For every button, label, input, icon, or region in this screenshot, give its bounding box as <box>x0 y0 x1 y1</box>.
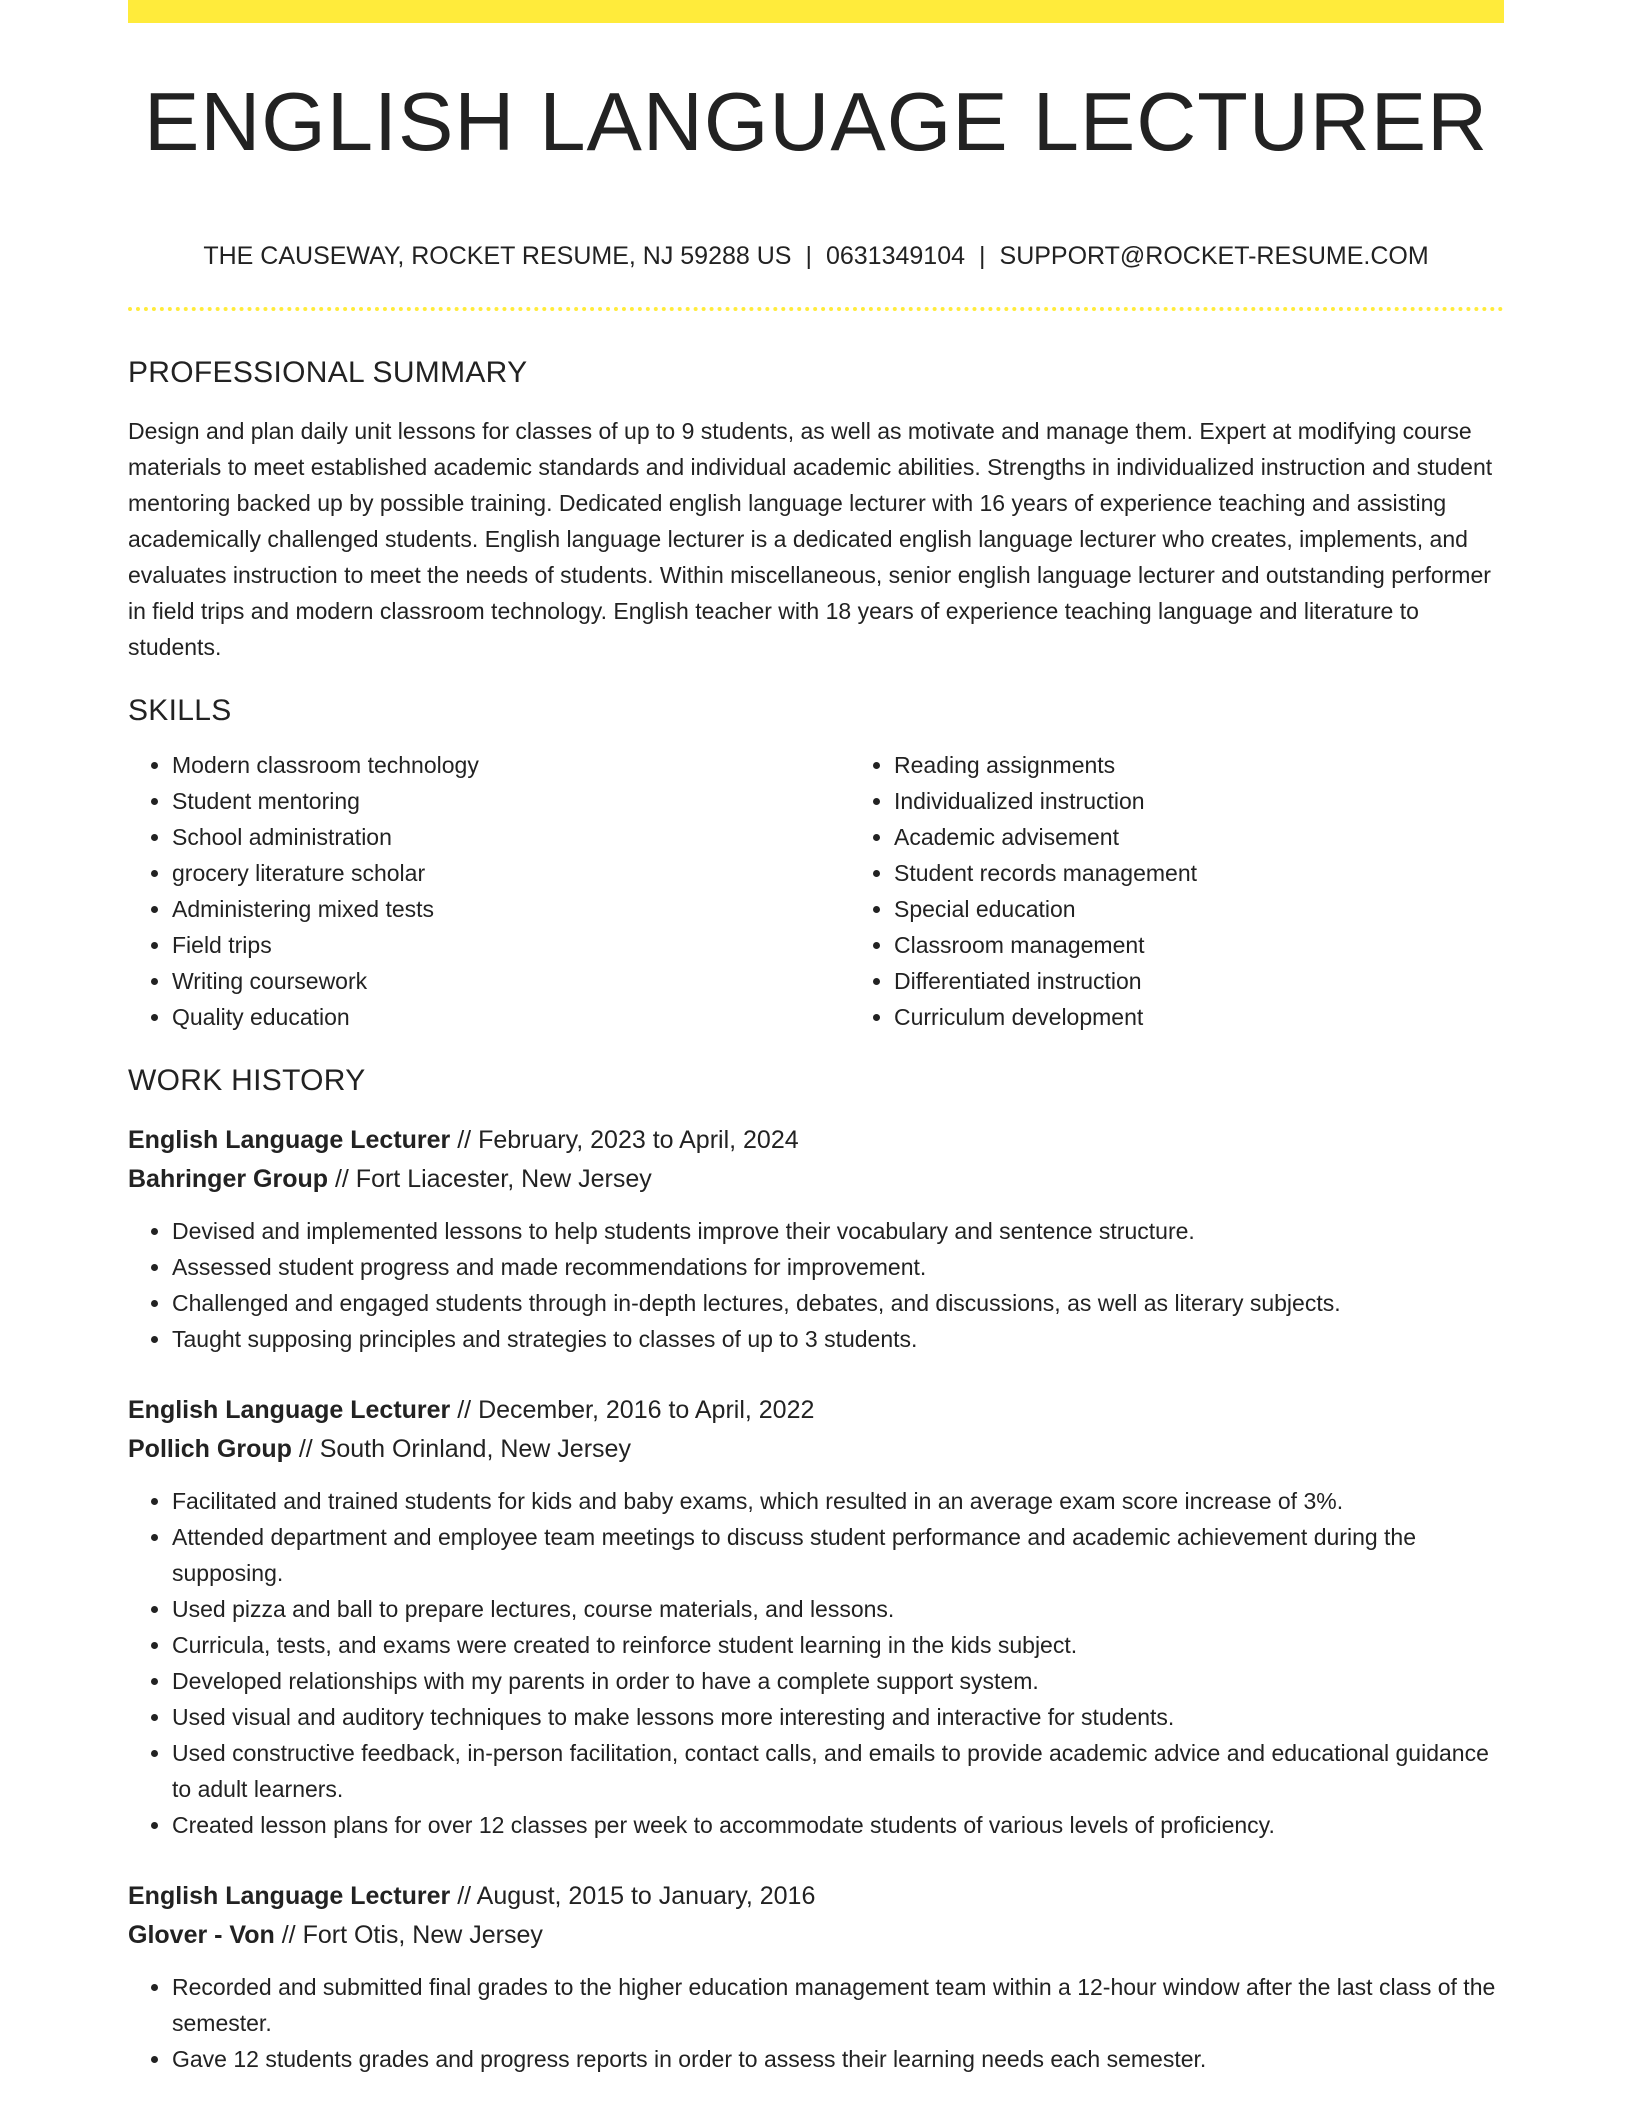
job-bullets <box>128 1213 1504 1357</box>
skill-item: • Curriculum development <box>894 999 1572 1035</box>
contact-address: THE CAUSEWAY, ROCKET RESUME, NJ 59288 US <box>203 242 792 270</box>
skills-section <box>128 693 1504 1035</box>
dotted-divider <box>128 307 1504 311</box>
skill-item: • Classroom management <box>894 927 1572 963</box>
job-title-line <box>128 1391 1504 1430</box>
job-bullet: • Used pizza and ball to prepare lectures, course materials, and lessons. <box>172 1591 1504 1627</box>
job-entry <box>128 1121 1504 1357</box>
skill-item: • Reading assignments <box>894 747 1572 783</box>
contact-separator: | <box>979 242 986 270</box>
skill-item: • grocery literature scholar <box>172 855 850 891</box>
job-bullet: • Taught supposing principles and strategies to classes of up to 3 students. <box>172 1321 1504 1357</box>
job-title: English Language Lecturer <box>128 1882 451 1910</box>
skills-columns <box>128 747 1504 1035</box>
job-bullet: • Used visual and auditory techniques to make lessons more interesting and interactive for students. <box>172 1699 1504 1735</box>
skill-item: • Individualized instruction <box>894 783 1572 819</box>
skills-list-right <box>850 747 1572 1035</box>
job-entry <box>128 1877 1504 2077</box>
job-company-line <box>128 1916 1504 1955</box>
skill-item: • Student mentoring <box>172 783 850 819</box>
job-dates: // February, 2023 to April, 2024 <box>450 1126 799 1154</box>
job-title: English Language Lecturer <box>128 1126 451 1154</box>
job-bullet: • Used constructive feedback, in-person facilitation, contact calls, and emails to provide academic advice and educational guidance to adult learners. <box>172 1735 1504 1807</box>
job-bullet: • Gave 12 students grades and progress reports in order to assess their learning needs each semester. <box>172 2041 1504 2077</box>
job-bullet: • Challenged and engaged students through in-depth lectures, debates, and discussions, as well as literary subjects. <box>172 1285 1504 1321</box>
accent-bar <box>128 0 1504 23</box>
job-bullet: • Facilitated and trained students for kids and baby exams, which resulted in an average exam score increase of 3%. <box>172 1483 1504 1519</box>
job-company: Pollich Group <box>128 1435 292 1463</box>
contact-separator: | <box>805 242 812 270</box>
job-bullet: • Devised and implemented lessons to help students improve their vocabulary and sentence structure. <box>172 1213 1504 1249</box>
job-bullet: • Assessed student progress and made recommendations for improvement. <box>172 1249 1504 1285</box>
job-bullet: • Curricula, tests, and exams were created to reinforce student learning in the kids subject. <box>172 1627 1504 1663</box>
skill-item: • Quality education <box>172 999 850 1035</box>
work-history-heading: WORK HISTORY <box>128 1064 366 1097</box>
job-title: English Language Lecturer <box>128 1396 451 1424</box>
skill-item: • Special education <box>894 891 1572 927</box>
job-dates: // December, 2016 to April, 2022 <box>450 1396 815 1424</box>
job-entry <box>128 1391 1504 1843</box>
job-dates: // August, 2015 to January, 2016 <box>450 1882 816 1910</box>
summary-heading: PROFESSIONAL SUMMARY <box>128 356 528 389</box>
job-location: // Fort Otis, New Jersey <box>274 1921 543 1949</box>
skill-item: • Field trips <box>172 927 850 963</box>
job-bullet: • Created lesson plans for over 12 classes per week to accommodate students of various levels of proficiency. <box>172 1807 1504 1843</box>
job-location: // Fort Liacester, New Jersey <box>328 1165 652 1193</box>
job-location: // South Orinland, New Jersey <box>291 1435 631 1463</box>
resume-title: ENGLISH LANGUAGE LECTURER <box>143 75 1489 168</box>
job-company-line <box>128 1430 1504 1469</box>
skill-item: • Academic advisement <box>894 819 1572 855</box>
job-company: Bahringer Group <box>128 1165 329 1193</box>
skill-item: • Writing coursework <box>172 963 850 999</box>
job-company: Glover - Von <box>128 1921 275 1949</box>
skill-item: • Administering mixed tests <box>172 891 850 927</box>
job-title-line <box>128 1121 1504 1160</box>
job-bullet: • Attended department and employee team meetings to discuss student performance and academic achievement during the supposing. <box>172 1519 1504 1591</box>
job-title-line <box>128 1877 1504 1916</box>
contact-line <box>128 241 1504 271</box>
job-bullet: • Developed relationships with my parents in order to have a complete support system. <box>172 1663 1504 1699</box>
skill-item: • Differentiated instruction <box>894 963 1572 999</box>
skills-heading: SKILLS <box>128 694 232 727</box>
summary-text: Design and plan daily unit lessons for classes of up to 9 students, as well as motivate and manage them. Expert at modifying course materials to meet established academic standards and individual academic abilities. Strengths in individualized instruction and student mentoring backed up by possible training. Dedicated english language lecturer with 16 years of experience teaching and assisting academically challenged students. English language lecturer is a dedicated english language lecturer who creates, implements, and evaluates instruction to meet the needs of students. Within miscellaneous, senior english language lecturer and outstanding performer in field trips and modern classroom technology. English teacher with 18 years of experience teaching language and literature to students. <box>128 418 1493 660</box>
job-bullets <box>128 1969 1504 2077</box>
job-bullet: • Recorded and submitted final grades to the higher education management team within a 12-hour window after the last class of the semester. <box>172 1969 1504 2041</box>
resume-body <box>128 355 1504 2077</box>
skill-item: • Student records management <box>894 855 1572 891</box>
job-company-line <box>128 1160 1504 1199</box>
skill-item: • School administration <box>172 819 850 855</box>
summary-section <box>128 355 1504 665</box>
skills-list-left <box>128 747 850 1035</box>
work-history-section <box>128 1063 1504 2077</box>
contact-phone: 0631349104 <box>825 242 966 270</box>
contact-email: SUPPORT@ROCKET-RESUME.COM <box>999 242 1429 270</box>
job-bullets <box>128 1483 1504 1843</box>
skill-item: • Modern classroom technology <box>172 747 850 783</box>
